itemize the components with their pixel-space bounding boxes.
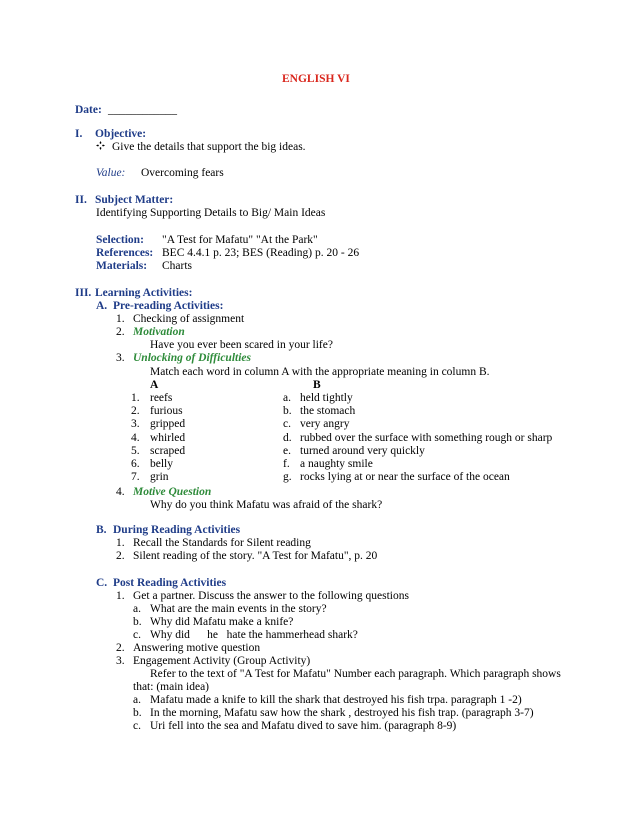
references-value: BEC 4.4.1 p. 23; BES (Reading) p. 20 - 26 xyxy=(162,247,360,259)
vocab-word: scraped xyxy=(150,445,186,457)
references-label: References: xyxy=(96,247,154,259)
subsection-letter: B. xyxy=(96,524,107,536)
vocab-word: gripped xyxy=(150,418,186,430)
subsection-letter: C. xyxy=(96,577,108,589)
vocab-number: 1. xyxy=(131,392,140,404)
page-title: ENGLISH VI xyxy=(282,73,350,85)
vocab-word: whirled xyxy=(150,432,186,444)
vocab-letter: d. xyxy=(283,432,292,444)
selection-value: "A Test for Mafatu" "At the Park" xyxy=(162,234,318,246)
vocab-meaning: rubbed over the surface with something rough or sharp xyxy=(300,432,553,444)
vocab-meaning: held tightly xyxy=(300,392,353,404)
engagement-instruction: Refer to the text of "A Test for Mafatu" Number each paragraph. Which paragraph shows xyxy=(150,668,561,680)
item-text: Get a partner. Discuss the answer to the following questions xyxy=(133,590,409,602)
vocab-letter: a. xyxy=(283,392,291,404)
sub-letter: a. xyxy=(133,603,141,615)
column-a-header: A xyxy=(150,379,159,391)
item-number: 1. xyxy=(116,590,125,602)
item-number: 3. xyxy=(116,655,125,667)
item-text: Silent reading of the story. "A Test for Mafatu", p. 20 xyxy=(133,550,378,562)
main-idea-text: In the morning, Mafatu saw how the shark , destroyed his fish trap. (paragraph 3-7) xyxy=(150,707,534,719)
item-number: 1. xyxy=(116,537,125,549)
sub-letter: c. xyxy=(133,629,141,641)
subject-topic: Identifying Supporting Details to Big/ Main Ideas xyxy=(96,207,326,219)
vocab-meaning: rocks lying at or near the surface of the ocean xyxy=(300,471,510,483)
sub-letter: c. xyxy=(133,720,141,732)
materials-label: Materials: xyxy=(96,260,148,272)
learning-heading: Learning Activities: xyxy=(95,287,193,299)
motivation-heading: Motivation xyxy=(133,326,185,338)
vocab-number: 5. xyxy=(131,445,140,457)
vocab-letter: g. xyxy=(283,471,292,483)
vocab-number: 4. xyxy=(131,432,140,444)
vocab-letter: e. xyxy=(283,445,291,457)
vocab-letter: c. xyxy=(283,418,291,430)
vocab-letter: b. xyxy=(283,405,292,417)
date-label: Date: xyxy=(75,104,102,116)
diamond-bullet-icon xyxy=(96,141,106,154)
section-number: III. xyxy=(75,287,92,299)
question-text: What are the main events in the story? xyxy=(150,603,327,615)
question-text: Why did he hate the hammerhead shark? xyxy=(150,629,358,641)
date-blank: ____________ xyxy=(108,104,177,116)
motivation-question: Have you ever been scared in your life? xyxy=(150,339,333,351)
sub-letter: b. xyxy=(133,707,142,719)
selection-label: Selection: xyxy=(96,234,144,246)
subsection-letter: A. xyxy=(96,300,108,312)
sub-letter: a. xyxy=(133,694,141,706)
vocab-letter: f. xyxy=(283,458,290,470)
unlocking-instruction: Match each word in column A with the appropriate meaning in column B. xyxy=(150,366,490,378)
vocab-meaning: the stomach xyxy=(300,405,356,417)
vocab-word: grin xyxy=(150,471,169,483)
sub-letter: b. xyxy=(133,616,142,628)
column-b-header: B xyxy=(313,379,321,391)
subject-heading: Subject Matter: xyxy=(95,194,174,206)
pre-reading-heading: Pre-reading Activities: xyxy=(113,300,224,312)
vocab-number: 7. xyxy=(131,471,140,483)
item-number: 2. xyxy=(116,550,125,562)
section-number: II. xyxy=(75,194,87,206)
vocab-number: 6. xyxy=(131,458,140,470)
vocab-word: reefs xyxy=(150,392,173,404)
vocab-number: 3. xyxy=(131,418,140,430)
objective-bullet xyxy=(96,141,106,154)
unlocking-heading: Unlocking of Difficulties xyxy=(133,352,251,364)
main-idea-text: Uri fell into the sea and Mafatu dived to save him. (paragraph 8-9) xyxy=(150,720,457,732)
question-text: Why did Mafatu make a knife? xyxy=(150,616,294,628)
materials-value: Charts xyxy=(162,260,193,272)
objective-text: Give the details that support the big ideas. xyxy=(112,141,306,153)
item-number: 4. xyxy=(116,486,125,498)
item-text: Engagement Activity (Group Activity) xyxy=(133,655,311,667)
item-number: 2. xyxy=(116,326,125,338)
post-reading-heading: Post Reading Activities xyxy=(113,577,227,589)
item-text: Answering motive question xyxy=(133,642,261,654)
during-reading-heading: During Reading Activities xyxy=(113,524,241,536)
item-text: Checking of assignment xyxy=(133,313,245,325)
vocab-number: 2. xyxy=(131,405,140,417)
item-number: 2. xyxy=(116,642,125,654)
vocab-word: belly xyxy=(150,458,173,470)
item-text: Recall the Standards for Silent reading xyxy=(133,537,311,549)
main-idea-text: Mafatu made a knife to kill the shark that destroyed his fish trpa. paragraph 1 -2) xyxy=(150,694,522,706)
section-number: I. xyxy=(75,128,83,140)
vocab-meaning: turned around very quickly xyxy=(300,445,425,457)
vocab-meaning: a naughty smile xyxy=(300,458,373,470)
vocab-meaning: very angry xyxy=(300,418,350,430)
value-label: Value: xyxy=(96,167,126,179)
motive-question-heading: Motive Question xyxy=(133,486,212,498)
motive-question: Why do you think Mafatu was afraid of the shark? xyxy=(150,499,383,511)
engagement-instruction-cont: that: (main idea) xyxy=(133,681,209,693)
vocab-word: furious xyxy=(150,405,183,417)
objective-heading: Objective: xyxy=(95,128,147,140)
item-number: 3. xyxy=(116,352,125,364)
item-number: 1. xyxy=(116,313,125,325)
value-text: Overcoming fears xyxy=(141,167,224,179)
